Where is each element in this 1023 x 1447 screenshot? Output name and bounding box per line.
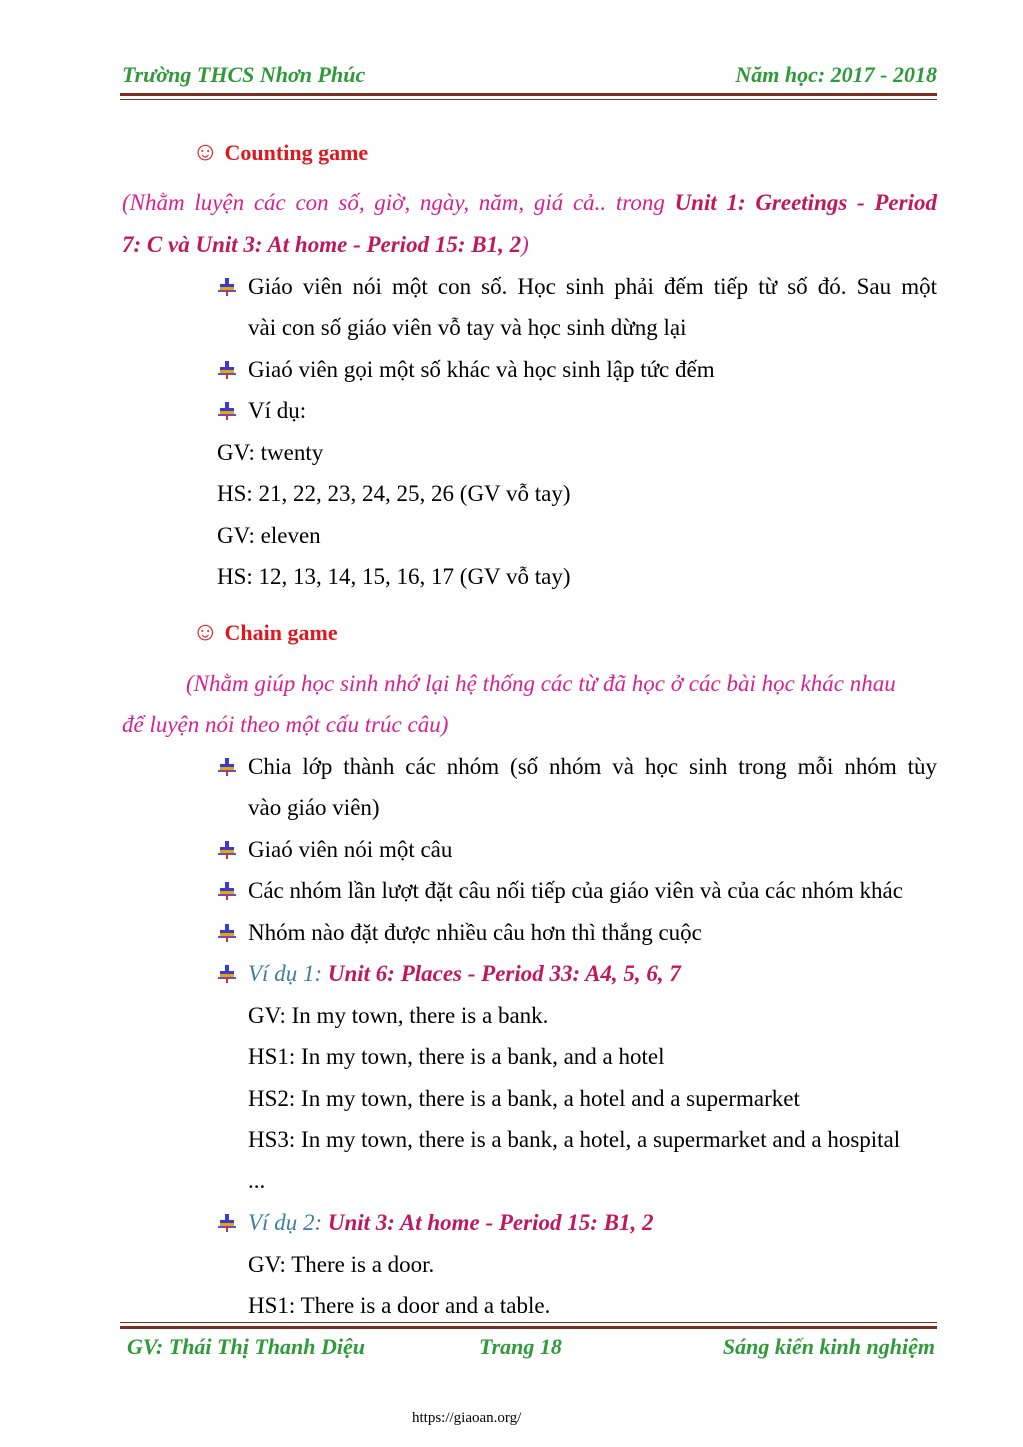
section2-intro-line1: (Nhằm giúp học sinh nhớ lại hệ thống các từ đã học ở các bài học khác nhau <box>186 671 896 696</box>
list-item-continuation: vào giáo viên) <box>248 795 380 820</box>
section-title-chain <box>192 617 338 647</box>
header-rule-thin <box>120 99 937 100</box>
list-item: Các nhóm lần lượt đặt câu nối tiếp của giáo viên và của các nhóm khác <box>248 878 903 903</box>
example-line: HS: 12, 13, 14, 15, 16, 17 (GV vỗ tay) <box>217 564 571 589</box>
example-line: GV: There is a door. <box>248 1252 435 1277</box>
example-line: GV: twenty <box>217 440 324 465</box>
footer-rule-thick <box>120 1326 937 1329</box>
example-unit-ref: Unit 3: At home - Period 15: B1, 2 <box>327 1210 654 1235</box>
example-heading <box>248 961 681 987</box>
pushpin-bullet-icon <box>218 841 236 859</box>
list-item: Giaó viên nói một câu <box>248 837 453 862</box>
example-line: HS3: In my town, there is a bank, a hotel, a supermarket and a hospital <box>248 1127 901 1152</box>
footer-doc-type: Sáng kiến kinh nghiệm <box>722 1334 935 1359</box>
list-item: Chia lớp thành các nhóm (số nhóm và học sinh trong mỗi nhóm tùy <box>248 754 937 779</box>
section1-intro-line1 <box>122 190 937 216</box>
pushpin-bullet-icon <box>218 361 236 379</box>
pushpin-bullet-icon <box>218 882 236 900</box>
section1-intro-line2 <box>122 232 529 258</box>
pushpin-bullet-icon <box>218 278 236 296</box>
pushpin-bullet-icon <box>218 1214 236 1232</box>
example-line: HS1: There is a door and a table. <box>248 1293 551 1318</box>
example-line: GV: In my town, there is a bank. <box>248 1003 549 1028</box>
header-rule-thick <box>120 93 937 96</box>
example-label: Ví dụ 2: <box>248 1210 328 1235</box>
pushpin-bullet-icon <box>218 965 236 983</box>
intro-unit-ref: Unit 1: Greetings - Period <box>674 190 937 215</box>
example-line: ... <box>248 1168 266 1193</box>
example-heading <box>248 1210 653 1236</box>
example-unit-ref: Unit 6: Places - Period 33: A4, 5, 6, 7 <box>327 961 681 986</box>
section-title-counting <box>192 137 368 167</box>
example-line: GV: eleven <box>217 523 321 548</box>
example-line: HS1: In my town, there is a bank, and a hotel <box>248 1044 665 1069</box>
list-item: Nhóm nào đặt được nhiều câu hơn thì thắng cuộc <box>248 920 702 945</box>
footer-page-number: Trang 18 <box>479 1334 562 1359</box>
example-line: HS: 21, 22, 23, 24, 25, 26 (GV vỗ tay) <box>217 481 571 506</box>
header-year: Năm học: 2017 - 2018 <box>735 62 937 87</box>
smiley-icon: ☺ <box>192 137 219 166</box>
pushpin-bullet-icon <box>218 758 236 776</box>
footer-url[interactable]: https://giaoan.org/ <box>412 1410 522 1426</box>
intro-text: (Nhằm luyện các con số, giờ, ngày, năm, giá cả.. trong <box>122 190 675 215</box>
pushpin-bullet-icon <box>218 924 236 942</box>
list-item: Ví dụ: <box>248 398 307 423</box>
pushpin-bullet-icon <box>218 402 236 420</box>
section2-intro-line2: để luyện nói theo một cấu trúc câu) <box>122 712 449 737</box>
intro-close: ) <box>521 232 529 257</box>
section-title-text: Counting game <box>224 140 369 165</box>
section-title-text: Chain game <box>224 620 338 645</box>
intro-unit-ref-2: 7: C và Unit 3: At home - Period 15: B1, 2 <box>122 232 522 257</box>
example-line: HS2: In my town, there is a bank, a hotel and a supermarket <box>248 1086 800 1111</box>
list-item: Giáo viên nói một con số. Học sinh phải đếm tiếp từ số đó. Sau một <box>248 274 937 299</box>
smiley-icon: ☺ <box>192 617 219 646</box>
example-label: Ví dụ 1: <box>248 961 328 986</box>
list-item-continuation: vài con số giáo viên vỗ tay và học sinh dừng lại <box>248 315 687 340</box>
list-item: Giaó viên gọi một số khác và học sinh lập tức đếm <box>248 357 715 382</box>
footer-rule-thin <box>120 1322 937 1323</box>
header-school: Trường THCS Nhơn Phúc <box>122 62 366 87</box>
footer-author: GV: Thái Thị Thanh Diệu <box>127 1334 365 1359</box>
